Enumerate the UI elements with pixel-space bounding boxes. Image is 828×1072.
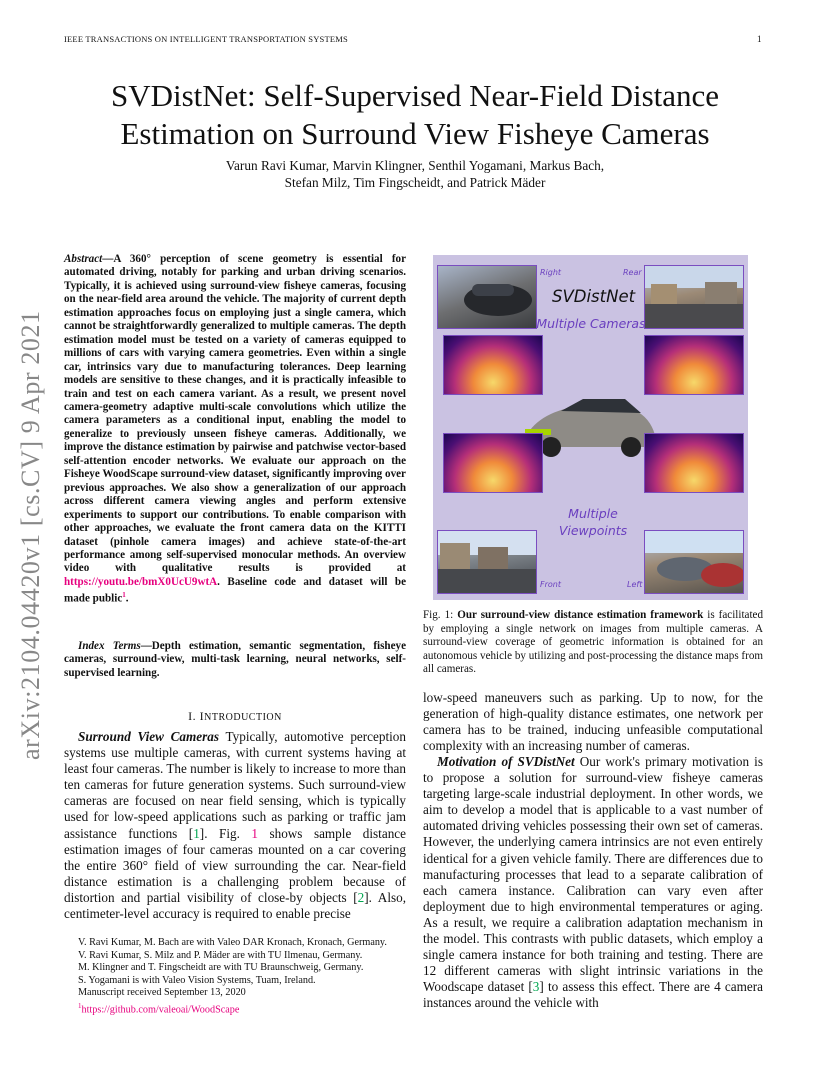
intro-text-2: ]. Fig. (199, 825, 252, 841)
label-front: Front (540, 580, 561, 589)
footnote-link-mark: 1 (78, 1001, 82, 1010)
authors-line-1: Varun Ravi Kumar, Marvin Klingner, Senthil Yogamani, Markus Bach, (225, 158, 605, 173)
multiple-viewpoints-label: Multiple Viewpoints (558, 506, 628, 538)
left-camera-image (644, 530, 744, 594)
front-camera-image (437, 530, 537, 594)
arxiv-stamp: arXiv:2104.04420v1 [cs.CV] 9 Apr 2021 (16, 310, 45, 760)
footnote-link-line (64, 1000, 406, 1017)
github-link[interactable]: https://github.com/valeoai/WoodScape (81, 1004, 240, 1016)
motivation-text-2: ] to assess this effect. There are 4 camera instances around the vehicle with (423, 979, 763, 1011)
label-left: Left (627, 580, 643, 589)
figure-1 (433, 255, 748, 600)
motivation-text-1: Our work's primary motivation is to propose a solution for surround-view fisheye cameras targeting large-scale industrial deployment. In other words, we aim to develop a model that is applicable to a vast number of automated driving vehicles possessing their own set of cameras. However, the underlying camera intrinsics are not even entirely identical for a given vehicle family. There are differences due to manufacturing processes that lead to a separate calibration of each camera instance. Calibration can vary even after deployment due to high environmental temperatures or aging. As a result, we require a calibration adaptation mechanism in the model. This contrasts with public datasets, which employ a single camera instance for both training and testing. There are 12 different cameras with slight intrinsic variations in the Woodscape dataset [ (423, 754, 763, 995)
intro-text-4: ]. Also, centimeter-level accuracy is required to enable precise (64, 889, 407, 922)
intro-text-1: Typically, automotive perception systems use multiple cameras, with current systems having at least four cameras. The number is likely to increase to more than ten cameras for future generation systems. Such surround-view cameras are focused on near field sensing, which is typically used for low-speed applications such as parking or traffic jam assistance functions [ (64, 729, 406, 841)
caption-bold: Our surround-view distance estimation framework (457, 609, 704, 621)
citation-3[interactable]: 3 (532, 979, 540, 995)
journal-header: IEEE TRANSACTIONS ON INTELLIGENT TRANSPORTATION SYSTEMS (64, 34, 348, 44)
citation-1[interactable]: 1 (193, 825, 200, 841)
motivation-paragraph (423, 754, 763, 1012)
figure-caption (423, 609, 763, 677)
rear-camera-image (644, 265, 744, 329)
footnote-line: Manuscript received September 13, 2020 (78, 987, 246, 999)
footnote-line: V. Ravi Kumar, M. Bach are with Valeo DAR Kronach, Kronach, Germany. (78, 937, 387, 948)
author-list (60, 157, 770, 191)
intro-paragraph (64, 729, 406, 922)
index-terms-text: —Depth estimation, semantic segmentation, fisheye cameras, surround-view, multi-task learning, neural networks, self-supervised learning. (64, 640, 406, 679)
front-depth-map (443, 433, 543, 493)
video-link[interactable]: https://youtu.be/bmX0UcU9wtA (64, 575, 218, 588)
motivation-runin: Motivation of SVDistNet (437, 754, 575, 769)
parked-cars-icon (645, 531, 743, 593)
multiple-cameras-label: Multiple Cameras (536, 316, 646, 331)
affiliation-footnotes (64, 937, 406, 1017)
label-right: Right (540, 268, 562, 277)
abstract-tail: . Baseline code and dataset will be made public (64, 575, 406, 606)
section-heading (64, 709, 406, 724)
abstract-label: Abstract (64, 253, 103, 265)
page-number: 1 (757, 34, 762, 44)
figure-network-name: SVDistNet (552, 287, 636, 306)
authors-line-2: Stefan Milz, Tim Fingscheidt, and Patrick Mäder (284, 175, 546, 190)
section-title-rest: NTRODUCTION (204, 712, 282, 723)
paper-title: SVDistNet: Self-Supervised Near-Field Distance Estimation on Surround View Fisheye Cameras (110, 78, 720, 151)
label-rear: Rear (623, 268, 642, 277)
car-silhouette-icon (438, 266, 536, 328)
footnote-line: S. Yogamani is with Valeo Vision Systems, Tuam, Ireland. (78, 974, 316, 986)
index-terms-label: Index Terms (78, 640, 141, 652)
figure-ref[interactable]: 1 (251, 825, 258, 841)
street-scene-icon (645, 266, 743, 328)
footnote-line: V. Ravi Kumar, S. Milz and P. Mäder are with TU Ilmenau, Germany. (78, 949, 363, 961)
intro-text-3: shows sample distance estimation images of four cameras mounted on a car covering the entire 360° field of view surrounding the car. Near-field distance estimation is a challenging problem because of distortion and partial visibility of close-by objects [ (64, 825, 406, 905)
index-terms (64, 640, 406, 680)
section-first-letter: I (199, 709, 205, 723)
abstract (64, 253, 406, 606)
abstract-text: —A 360° perception of scene geometry is essential for automated driving, notably for parking and urban driving scenarios. Typically, it is achieved using surround-view fisheye cameras, focusing on the near-field area around the vehicle. The majority of current depth estimation approaches focus on employing just a single camera, which cannot be straightforwardly generalized to multiple cameras. The depth estimation model must be tested on a variety of cameras equipped to millions of cars with varying camera geometries. Even within a single car, intrinsics vary due to manufacturing tolerances. Deep learning models are sensitive to these changes, and it is practically infeasible to train and test on each camera variant. As a result, we present novel camera-geometry adaptive multi-scale convolutions which utilize the camera parameters as a conditional input, enabling the model to generalize to previously unseen fisheye cameras. Additionally, we improve the distance estimation by pairwise and patchwise vector-based self-attention encoder networks. We evaluate our approach on the Fisheye WoodScape surround-view dataset, significantly improving over previous approaches. We also show a generalization of our approach across different camera viewing angles and perform extensive experiments to support our contributions. To enable comparison with other approaches, we evaluate the front camera data on the KITTI dataset (pinhole camera images) and achieve state-of-the-art performance among self-supervised monocular methods. An overview video with qualitative results is provided at (64, 253, 406, 575)
section-number: I. (188, 709, 200, 723)
citation-2[interactable]: 2 (357, 889, 365, 905)
caption-prefix: Fig. 1: (423, 609, 458, 621)
right-camera-image (437, 265, 537, 329)
abstract-end: . (125, 593, 129, 606)
footnote-mark[interactable]: 1 (122, 591, 126, 600)
intro-runin: Surround View Cameras (78, 729, 219, 744)
right-paragraph-1: low-speed maneuvers such as parking. Up to now, for the generation of high-quality distance estimates, one network per camera has to be trained, inducing unfeasible computational complexity with an increasing number of cameras. (423, 690, 763, 754)
street-scene-icon (438, 531, 536, 593)
caption-text: is facilitated by employing a single network on images from multiple cameras. A surround-view coverage of geometric information is obtained for an autonomous vehicle by utilizing and post-processing the distance maps from all cameras. (423, 609, 764, 676)
footnote-line: M. Klingner and T. Fingscheidt are with TU Braunschweig, Germany. (78, 962, 364, 974)
left-depth-map (644, 433, 744, 493)
